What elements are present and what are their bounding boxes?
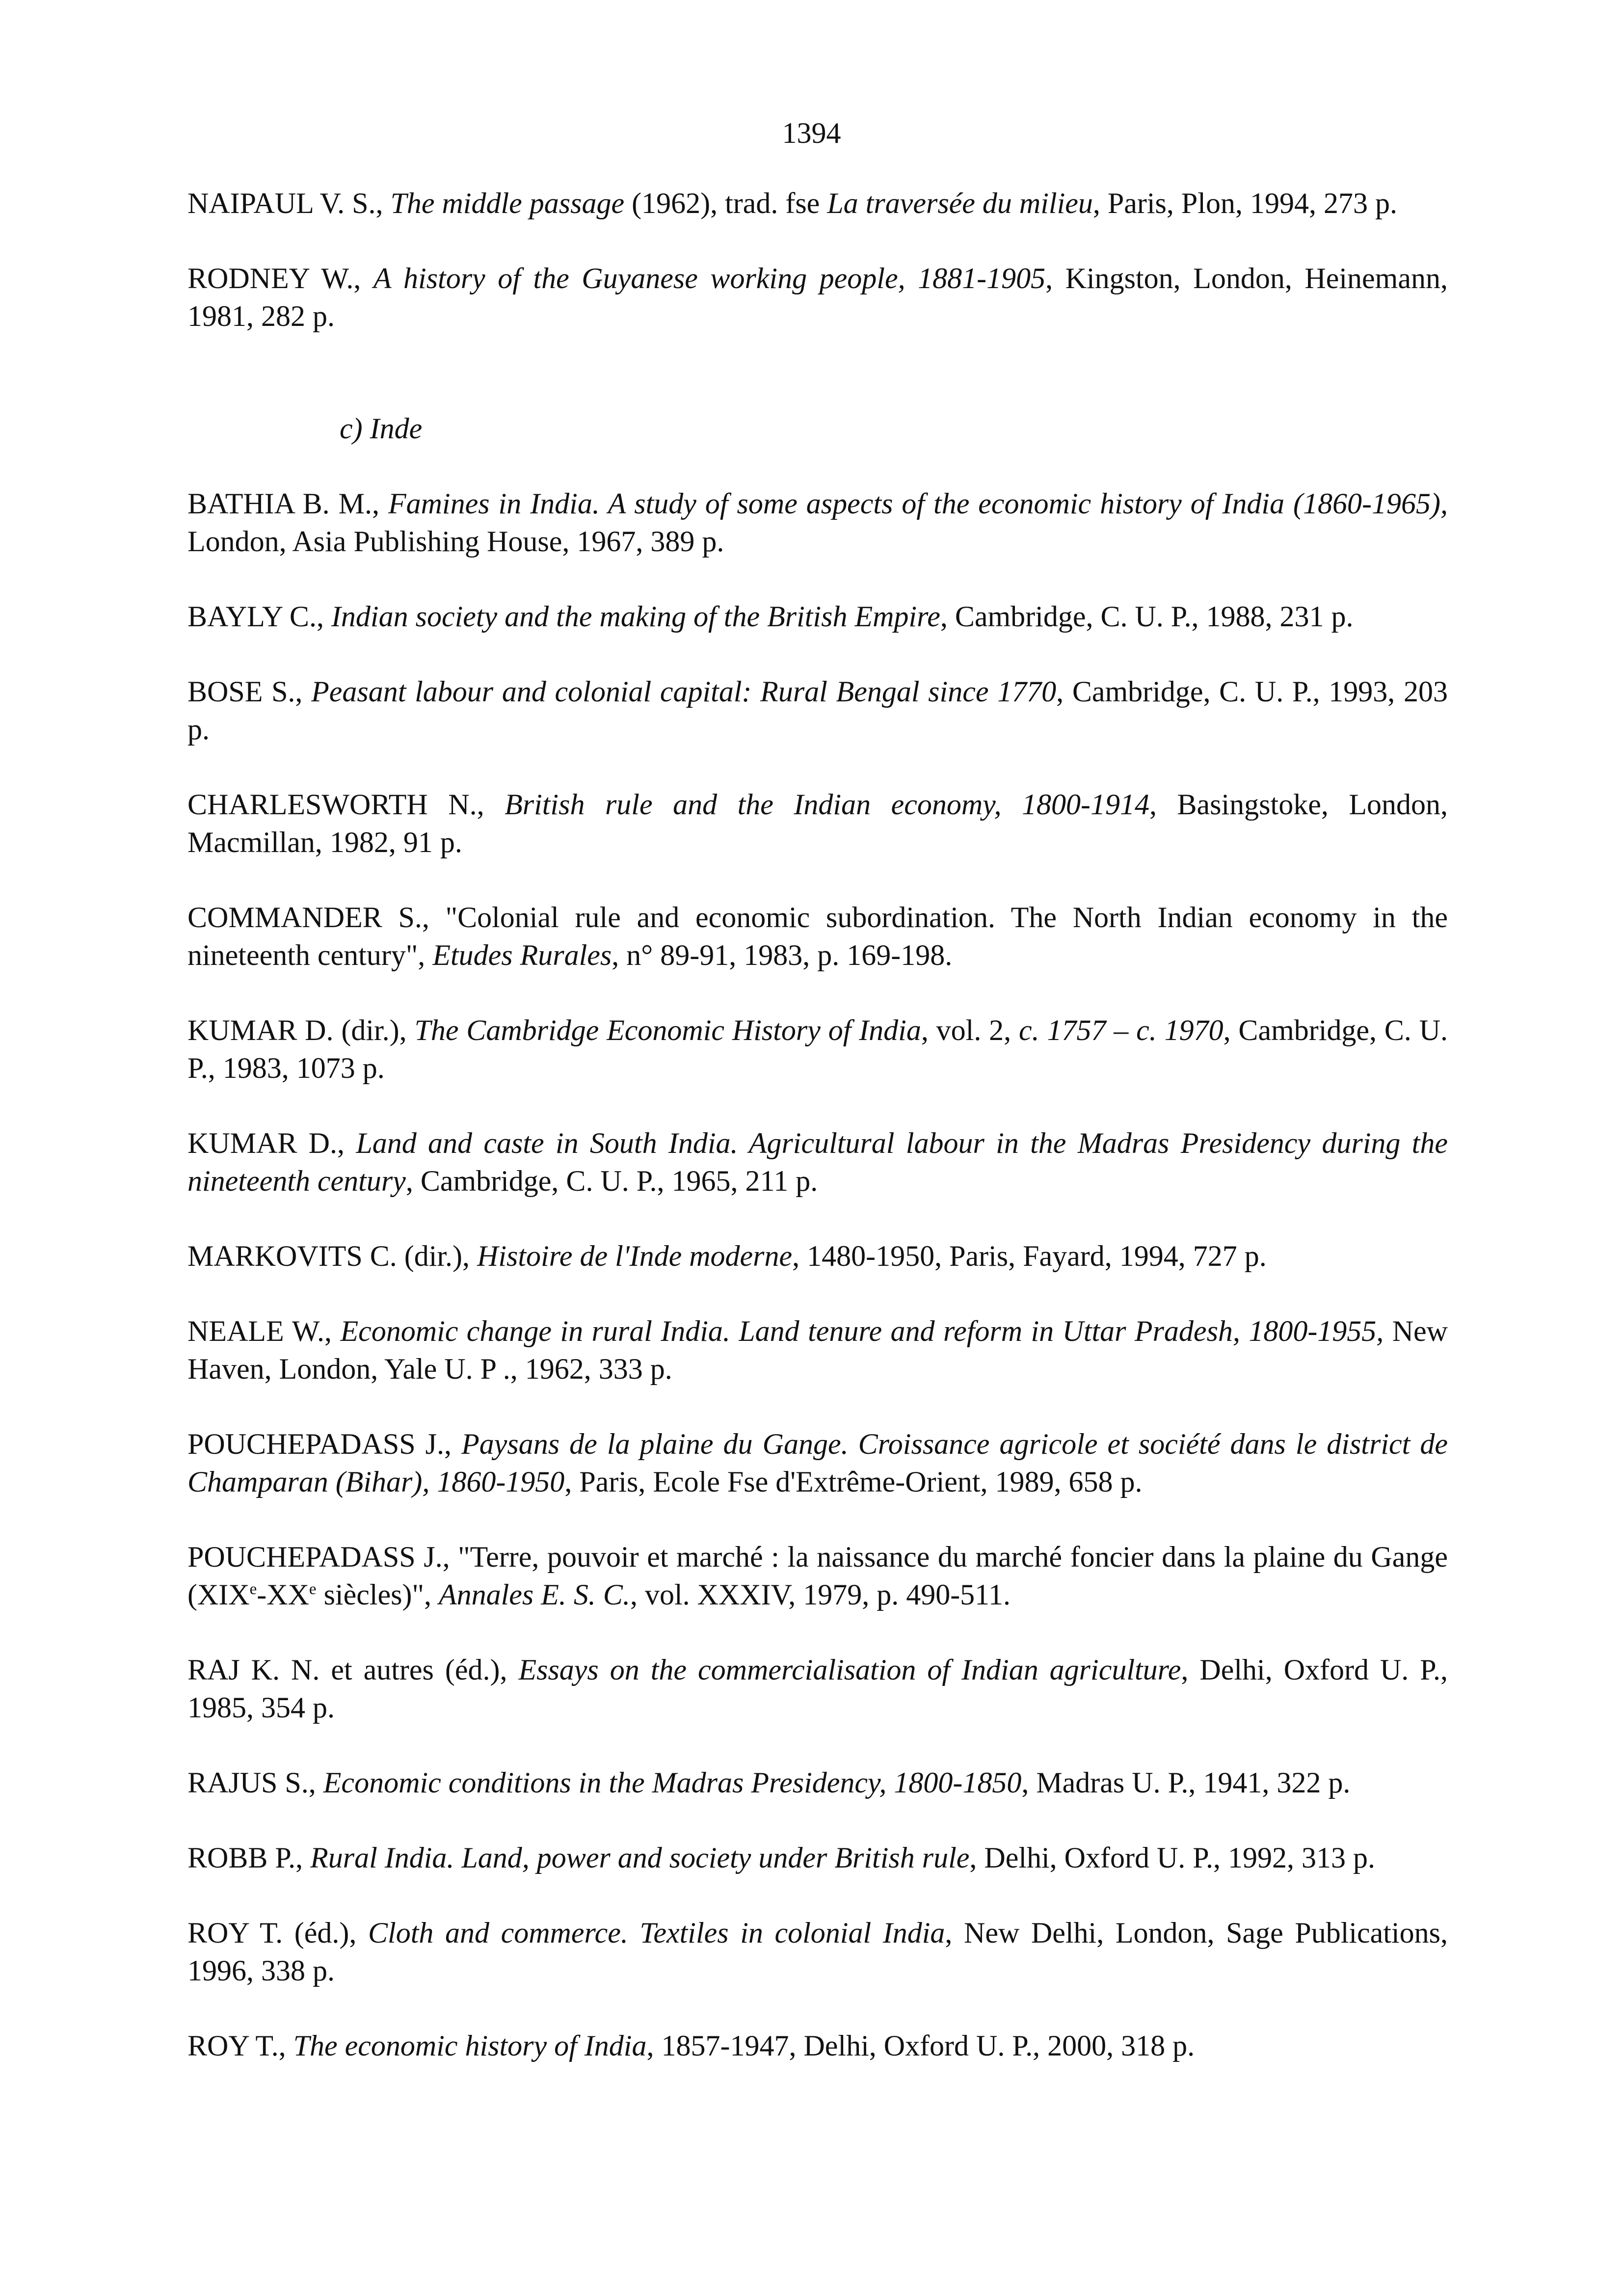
bib-author: RAJUS S., <box>187 1766 323 1799</box>
bib-title: Cloth and commerce. Textiles in colonial India <box>368 1917 945 1949</box>
bib-entry <box>187 1839 1448 1877</box>
bib-author: CHARLESWORTH N., <box>187 788 505 821</box>
bib-journal: Etudes Rurales <box>432 939 612 971</box>
bib-entry <box>187 1764 1448 1802</box>
bib-title: Economic conditions in the Madras Presidency, 1800-1850 <box>323 1766 1022 1799</box>
bib-author: RODNEY W., <box>187 262 373 294</box>
bib-details: , Cambridge, C. U. P., 1988, 231 p. <box>940 600 1354 633</box>
bib-author: BATHIA B. M., <box>187 487 388 520</box>
bib-entry <box>187 1651 1448 1727</box>
superscript: e <box>249 1580 257 1598</box>
bib-entry <box>187 1012 1448 1087</box>
bib-entry <box>187 2027 1448 2065</box>
bib-details: (1962), trad. fse <box>624 187 827 219</box>
bib-details: , vol. XXXIV, 1979, p. 490-511. <box>630 1578 1011 1611</box>
bib-author: MARKOVITS C. (dir.), <box>187 1240 478 1272</box>
bib-details: , Cambridge, C. U. P., 1983, 1073 p. <box>187 1014 1448 1084</box>
bib-entry <box>187 1237 1448 1275</box>
bib-author: siècles)", <box>316 1578 439 1611</box>
bib-details: London, Asia Publishing House, 1967, 389 p. <box>187 525 724 558</box>
bib-entry <box>187 786 1448 861</box>
superscript: e <box>309 1580 317 1598</box>
bib-period: c. 1757 – c. 1970 <box>1019 1014 1224 1046</box>
bib-entry <box>187 673 1448 748</box>
bib-entry <box>187 1312 1448 1388</box>
bib-entry <box>187 598 1448 636</box>
bib-details: , Cambridge, C. U. P., 1965, 211 p. <box>405 1165 818 1197</box>
section-heading: c) Inde <box>340 412 423 445</box>
bib-author: BAYLY C., <box>187 600 331 633</box>
bib-details: , Paris, Ecole Fse d'Extrême-Orient, 1989, 658 p. <box>564 1466 1143 1498</box>
bib-title: Famines in India. A study of some aspects of the economic history of India (1860-1965), <box>388 487 1448 520</box>
bib-details: , Delhi, Oxford U. P., 1985, 354 p. <box>187 1654 1448 1724</box>
bib-details: , Kingston, London, Heinemann, 1981, 282 p. <box>187 262 1448 332</box>
bib-details: , New Delhi, London, Sage Publications, 1996, 338 p. <box>187 1917 1448 1987</box>
bib-author: KUMAR D., <box>187 1127 356 1159</box>
bib-details: , Basingstoke, London, Macmillan, 1982, 91 p. <box>187 788 1448 858</box>
bib-title: Peasant labour and colonial capital: Rural Bengal since 1770 <box>311 675 1057 708</box>
bib-title: Land and caste in South India. Agricultural labour in the Madras Presidency during the nineteenth century <box>187 1127 1448 1197</box>
bib-details: , Madras U. P., 1941, 322 p. <box>1021 1766 1351 1799</box>
bib-author: ROBB P., <box>187 1842 311 1874</box>
bib-title: The Cambridge Economic History of India <box>414 1014 921 1046</box>
bib-title: British rule and the Indian economy, 1800-1914 <box>505 788 1149 821</box>
bib-details: , Cambridge, C. U. P., 1993, 203 p. <box>187 675 1448 746</box>
bib-title: Essays on the commercialisation of Indian agriculture <box>518 1654 1181 1686</box>
bib-title: A history of the Guyanese working people, 1881-1905 <box>373 262 1046 294</box>
bib-entry <box>187 185 1448 222</box>
bib-author: COMMANDER S., "Colonial rule and economic subordination. The North Indian economy in the nineteenth century", <box>187 901 1448 971</box>
bib-title: Indian society and the making of the British Empire <box>331 600 940 633</box>
bib-title: Paysans de la plaine du Gange. Croissance agricole et société dans le district de Champaran (Bihar), 1860-1950 <box>187 1428 1448 1498</box>
bib-entry <box>187 485 1448 561</box>
bibliography <box>187 185 1448 2065</box>
bib-title: Rural India. Land, power and society under British rule <box>310 1842 970 1874</box>
bib-title-translation: La traversée du milieu <box>827 187 1093 219</box>
bib-title: The middle passage <box>390 187 625 219</box>
page-number: 1394 <box>782 117 841 149</box>
bib-author: NAIPAUL V. S., <box>187 187 391 219</box>
bib-details: , n° 89-91, 1983, p. 169-198. <box>612 939 953 971</box>
bib-details: , 1857-1947, Delhi, Oxford U. P., 2000, 318 p. <box>646 2029 1195 2062</box>
bib-details: , vol. 2, <box>921 1014 1019 1046</box>
bib-title: Economic change in rural India. Land tenure and reform in Uttar Pradesh, 1800-1955, <box>340 1315 1384 1347</box>
bib-details: , Delhi, Oxford U. P., 1992, 313 p. <box>969 1842 1376 1874</box>
bib-author: -XX <box>257 1578 309 1611</box>
bib-author: POUCHEPADASS J., "Terre, pouvoir et marché : la naissance du marché foncier dans la plaine du Gange (XIX <box>187 1541 1448 1611</box>
bib-title: The economic history of India <box>293 2029 647 2062</box>
bib-author: RAJ K. N. et autres (éd.), <box>187 1654 519 1686</box>
bib-journal: Annales E. S. C. <box>438 1578 630 1611</box>
bib-author: ROY T. (éd.), <box>187 1917 368 1949</box>
bib-author: BOSE S., <box>187 675 312 708</box>
bib-author: POUCHEPADASS J., <box>187 1428 462 1460</box>
bib-entry <box>187 1914 1448 1990</box>
bib-entry <box>187 1425 1448 1501</box>
bib-entry <box>187 260 1448 335</box>
bib-entry <box>187 1538 1448 1614</box>
bib-details: New Haven, London, Yale U. P ., 1962, 333 p. <box>187 1315 1448 1385</box>
bib-author: NEALE W., <box>187 1315 341 1347</box>
bib-author: KUMAR D. (dir.), <box>187 1014 415 1046</box>
bib-details: , Paris, Plon, 1994, 273 p. <box>1092 187 1397 219</box>
bib-title: Histoire de l'Inde moderne <box>477 1240 793 1272</box>
bib-details: , 1480-1950, Paris, Fayard, 1994, 727 p. <box>792 1240 1267 1272</box>
bib-entry <box>187 1124 1448 1200</box>
bib-author: ROY T., <box>187 2029 293 2062</box>
bib-entry <box>187 899 1448 974</box>
